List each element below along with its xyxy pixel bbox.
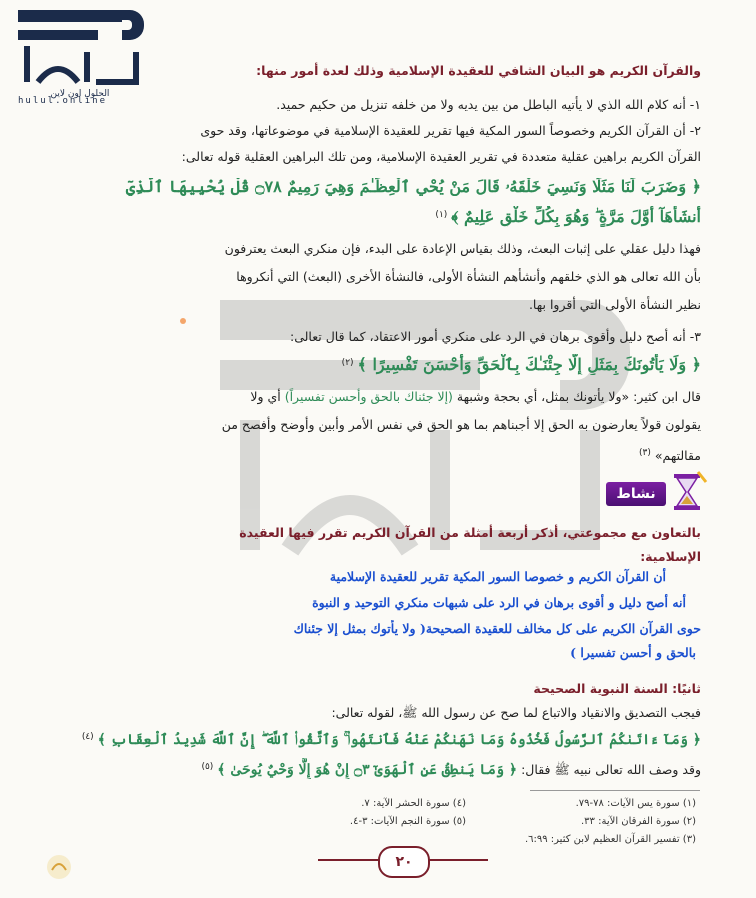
verse-yasin-line-2: أَنشَأَهَآ أَوَّلَ مَرَّةٍ ۖ وَهُوَ بِكُلِّ خَلْقٍ عَلِيمٌ ﴾ [451,207,701,227]
point-1: ١- أنه كلام الله الذي لا يأتيه الباطل من بين يديه ولا من خلفه تنزيل من حكيم حميد. [276,97,701,112]
verse-furqan: ﴿ وَلَا يَأْتُونَكَ بِمَثَلٍ إِلَّا جِئْنَـٰكَ بِٱلْحَقِّ وَأَحْسَنَ تَفْسِيرًا ﴾ [357,355,701,375]
ibn-kathir-line-2: يقولون قولاً يعارضون به الحق إلا أجبناهم بما هو الحق في نفس الأمر وأبين وأوضح وأفصح من [221,417,701,432]
footnote-1: (١) سورة يس الآيات: ٧٨-٧٩. [575,798,696,809]
paragraph-3-line-2: بأن الله تعالى هو الذي خلقهم وأنشأهم النشأة الأولى، فالنشأة الأخرى (البعث) التي أنكروها [236,269,701,284]
logo-tagline: الحلول اون لاين [50,89,110,99]
paragraph-3-line-3: نظير النشأة الأولى التي أقروا بها. [528,297,701,312]
logo-latin: hulul.online [18,96,108,106]
hulul-logo [10,6,150,102]
point-2-line-2: القرآن الكريم براهين عقلية متعددة في تقرير العقيدة الإسلامية، ومن تلك البراهين العقلية قوله تعالى: [181,149,701,164]
ibn-kathir-part-a: قال ابن كثير: «ولا يأتونك بمثل، أي بحجة وشبهة [456,389,701,404]
footnote-2: (٢) سورة الفرقان الآية: ٣٣. [580,816,696,827]
ibn-kathir-line-3: مقالتهم» [654,448,701,464]
verse-hashr: ﴿ وَمَآ ءَاتَىٰكُمُ ٱلرَّسُولُ فَخُذُوهُ وَمَا نَهَىٰكُمْ عَنْهُ فَٱنتَهُوا۟ ۚ وَٱتَّقُوا۟ ٱللَّهَ ۖ إِنَّ ٱللَّهَ شَدِيدُ ٱلْعِقَابِ ﴾ [97,732,701,749]
answer-line-2: أنه أصح دليل و أقوى برهان في الرد على شبهات منكري التوحيد و النبوة [312,595,686,610]
activity-instruction-line-2: الإسلامية: [640,549,701,564]
activity-badge [558,470,708,514]
sunnah-prefix: وقد وصف الله تعالى نبيه ﷺ فقال: [521,762,701,778]
hourglass-icon [668,470,708,514]
ibn-kathir-quote: (إلا جئناك بالحق وأحسن تفسيراً) [284,389,453,404]
paragraph-3-line-1: فهذا دليل عقلي على إثبات البعث، وذلك بقياس الإعادة على البدء، فإن منكري البعث يعترفون [224,241,701,256]
point-2-line-1: ٢- أن القرآن الكريم وخصوصاً السور المكية فيها تقرير للعقيدة الإسلامية في موضوعاتها، وقد حوى [200,123,701,138]
footnote-ref-3: (٣) [639,448,651,458]
verse-najm: ﴿ وَمَا يَنطِقُ عَنِ ٱلْهَوَىٰٓ ۝٣ إِنْ هُوَ إِلَّا وَحْيٌ يُوحَىٰ ﴾ [217,762,518,779]
page-number: ٢٠ [378,846,430,878]
decorative-dot [180,318,186,324]
footnote-ref-4: (٤) [81,732,94,742]
footnote-separator [530,790,700,791]
point-3: ٣- أنه أصح دليل وأقوى برهان في الرد على منكري أمور الاعتقاد، كما قال تعالى: [289,329,701,344]
answer-line-4: بالحق و أحسن تفسيرا ) [570,645,696,660]
corner-ornament-icon [44,852,74,882]
sunnah-heading: ثانيًا: السنة النبوية الصحيحة [533,681,701,696]
footnote-ref-2: (٢) [341,358,354,368]
footnote-5: (٥) سورة النجم الآيات: ٣-٤. [349,816,466,827]
activity-instruction-line-1: بالتعاون مع مجموعتي، أذكر أربعة أمثلة من القرآن الكريم تقرر فيها العقيدة [239,525,701,540]
footnote-3: (٣) تفسير القرآن العظيم لابن كثير: ٦:٩٩. [524,834,696,845]
activity-label: نشاط [606,482,666,506]
answer-line-1: أن القرآن الكريم و خصوصا السور المكية تقرير للعقيدة الإسلامية [329,569,666,584]
footnote-ref-5: (٥) [201,762,214,772]
answer-line-3: حوى القرآن الكريم على كل مخالف للعقيدة الصحيحة( ولا يأتوك بمثل إلا جئناك [293,621,701,636]
sunnah-paragraph: فيجب التصديق والانقياد والاتباع لما صح عن رسول الله ﷺ، لقوله تعالى: [331,705,701,720]
footnote-4: (٤) سورة الحشر الآية: ٧. [361,798,466,809]
verse-yasin-line-1: ﴿ وَضَرَبَ لَنَا مَثَلًا وَنَسِيَ خَلْقَهُۥ قَالَ مَنْ يُحْيِ ٱلْعِظَـٰمَ وَهِيَ رَمِيمٌ ۝٧٨ قُلْ يُحْيِيهَا ٱلَّذِيٓ [125,178,701,196]
main-heading: والقرآن الكريم هو البيان الشافي للعقيدة الإسلامية وذلك لعدة أمور منها: [256,63,701,78]
footnote-ref-1: (١) [435,210,448,220]
ibn-kathir-part-c: أي ولا [250,389,281,404]
